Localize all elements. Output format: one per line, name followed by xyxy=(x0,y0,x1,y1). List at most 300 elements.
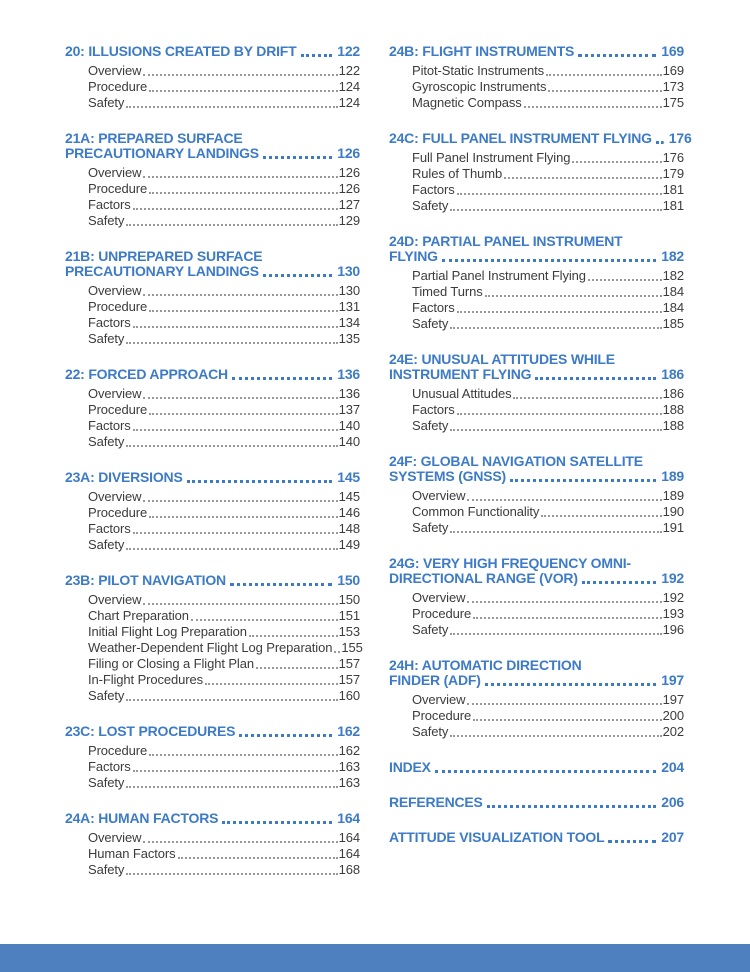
dotted-leader xyxy=(467,703,661,705)
section-title-line xyxy=(389,571,684,586)
toc-item-label: Factors xyxy=(88,418,131,433)
toc-item-page-number: 136 xyxy=(338,386,360,401)
toc-section xyxy=(65,249,360,347)
dotted-leader xyxy=(205,683,338,685)
dotted-leader xyxy=(126,224,337,226)
toc-item[interactable] xyxy=(412,692,684,708)
dotted-leader xyxy=(133,429,338,431)
section-items xyxy=(65,489,360,553)
toc-section xyxy=(389,556,684,638)
section-title-line xyxy=(389,673,684,688)
dotted-leader xyxy=(143,500,337,502)
dotted-leader xyxy=(588,279,662,281)
toc-item[interactable] xyxy=(88,213,360,229)
toc-item[interactable] xyxy=(412,622,684,638)
toc-item-page-number: 155 xyxy=(341,640,363,655)
toc-section xyxy=(389,830,684,845)
toc-section-heading[interactable] xyxy=(389,352,684,382)
section-title-text: FLYING xyxy=(389,248,438,264)
toc-item-label: Safety xyxy=(88,434,125,449)
dotted-leader xyxy=(442,259,656,262)
toc-item-label: Partial Panel Instrument Flying xyxy=(412,268,586,283)
toc-item[interactable] xyxy=(412,316,684,332)
toc-section-heading[interactable] xyxy=(389,830,684,845)
toc-item-page-number: 131 xyxy=(338,299,360,314)
toc-item-page-number: 146 xyxy=(338,505,360,520)
toc-section-heading[interactable] xyxy=(65,724,360,739)
toc-section-heading[interactable] xyxy=(389,130,692,146)
toc-item-page-number: 186 xyxy=(662,386,684,401)
section-items xyxy=(65,830,360,878)
toc-item[interactable] xyxy=(88,608,360,624)
toc-item[interactable] xyxy=(88,830,360,846)
toc-item[interactable] xyxy=(412,488,684,504)
section-page-number: 169 xyxy=(661,43,684,59)
toc-item-label: Factors xyxy=(88,759,131,774)
toc-item-label: Safety xyxy=(412,622,449,637)
toc-section-heading[interactable] xyxy=(65,470,360,485)
toc-item[interactable] xyxy=(88,846,360,862)
toc-item-label: Timed Turns xyxy=(412,284,483,299)
section-items xyxy=(389,386,684,434)
toc-item[interactable] xyxy=(88,862,360,878)
toc-item[interactable] xyxy=(412,95,684,111)
toc-item-label: Procedure xyxy=(88,743,148,758)
toc-item[interactable] xyxy=(412,606,684,622)
toc-item[interactable] xyxy=(88,283,360,299)
toc-item-label: Safety xyxy=(412,198,449,213)
toc-item-page-number: 176 xyxy=(662,150,684,165)
toc-item-page-number: 193 xyxy=(662,606,684,621)
toc-item[interactable] xyxy=(88,181,360,197)
section-title-text: 24G: VERY HIGH FREQUENCY OMNI- xyxy=(389,555,631,571)
toc-section-heading[interactable] xyxy=(389,556,684,586)
dotted-leader xyxy=(450,735,661,737)
dotted-leader xyxy=(149,413,338,415)
toc-item-label: Rules of Thumb xyxy=(412,166,503,181)
toc-section-heading[interactable] xyxy=(389,760,684,775)
toc-item-page-number: 134 xyxy=(338,315,360,330)
toc-item[interactable] xyxy=(412,418,684,434)
dotted-leader xyxy=(126,548,337,550)
toc-item-label: Safety xyxy=(412,418,449,433)
dotted-leader xyxy=(450,327,661,329)
section-title-line xyxy=(389,249,684,264)
toc-item[interactable] xyxy=(88,688,360,704)
toc-item-page-number: 163 xyxy=(338,759,360,774)
section-title-text: 23B: PILOT NAVIGATION xyxy=(65,572,226,588)
dotted-leader xyxy=(187,480,333,483)
section-title-line xyxy=(65,470,360,485)
section-title-line xyxy=(389,760,684,775)
dotted-leader xyxy=(450,209,661,211)
toc-item[interactable] xyxy=(412,79,684,95)
section-title-line xyxy=(65,146,360,161)
toc-item-page-number: 151 xyxy=(338,608,360,623)
section-title-text: 24A: HUMAN FACTORS xyxy=(65,810,219,826)
toc-item-label: Factors xyxy=(412,300,455,315)
section-title-line xyxy=(389,454,684,469)
dotted-leader xyxy=(133,208,338,210)
toc-item[interactable] xyxy=(412,166,684,182)
section-items xyxy=(389,692,684,740)
toc-item[interactable] xyxy=(412,708,684,724)
dotted-leader xyxy=(143,841,337,843)
toc-item[interactable] xyxy=(88,521,360,537)
toc-item-label: Safety xyxy=(88,775,125,790)
section-title-text: PRECAUTIONARY LANDINGS xyxy=(65,263,259,279)
toc-section xyxy=(389,760,684,775)
toc-item-page-number: 163 xyxy=(338,775,360,790)
dotted-leader xyxy=(578,54,656,57)
toc-item[interactable] xyxy=(412,504,684,520)
toc-item-label: Chart Preparation xyxy=(88,608,189,623)
toc-item[interactable] xyxy=(88,775,360,791)
dotted-leader xyxy=(149,90,338,92)
toc-item-label: Overview xyxy=(88,592,142,607)
section-page-number: 126 xyxy=(337,145,360,161)
section-page-number: 186 xyxy=(661,366,684,382)
toc-item-label: Overview xyxy=(88,283,142,298)
toc-section xyxy=(65,367,360,450)
section-page-number: 176 xyxy=(668,130,692,146)
dotted-leader xyxy=(485,295,662,297)
dotted-leader xyxy=(546,74,662,76)
section-page-number: 207 xyxy=(661,829,684,845)
section-title-line xyxy=(389,234,684,249)
toc-section xyxy=(389,795,684,810)
section-title-text: 24H: AUTOMATIC DIRECTION xyxy=(389,657,582,673)
toc-item-page-number: 181 xyxy=(662,198,684,213)
toc-section-heading[interactable] xyxy=(65,131,360,161)
toc-item-label: Overview xyxy=(412,692,466,707)
toc-item[interactable] xyxy=(88,197,360,213)
toc-item-label: Overview xyxy=(88,830,142,845)
toc-item-page-number: 130 xyxy=(338,283,360,298)
toc-section xyxy=(65,131,360,229)
dotted-leader xyxy=(535,377,656,380)
section-title-text: 24C: FULL PANEL INSTRUMENT FLYING xyxy=(389,130,652,146)
toc-item[interactable] xyxy=(88,165,360,181)
dotted-leader xyxy=(541,515,661,517)
section-items xyxy=(65,63,360,111)
dotted-leader xyxy=(126,786,337,788)
toc-section-heading[interactable] xyxy=(389,658,684,688)
toc-item-page-number: 164 xyxy=(338,830,360,845)
toc-item-page-number: 126 xyxy=(338,181,360,196)
toc-item-page-number: 149 xyxy=(338,537,360,552)
dotted-leader xyxy=(133,770,338,772)
toc-section xyxy=(389,234,684,332)
toc-section xyxy=(65,470,360,553)
toc-item-page-number: 129 xyxy=(338,213,360,228)
dotted-leader xyxy=(435,770,656,773)
section-page-number: 192 xyxy=(661,570,684,586)
dotted-leader xyxy=(473,719,662,721)
toc-section xyxy=(65,44,360,111)
toc-item[interactable] xyxy=(88,331,360,347)
section-title-text: 24B: FLIGHT INSTRUMENTS xyxy=(389,43,575,59)
section-page-number: 122 xyxy=(337,43,360,59)
toc-item-page-number: 127 xyxy=(338,197,360,212)
toc-item[interactable] xyxy=(88,95,360,111)
dotted-leader xyxy=(143,397,337,399)
dotted-leader xyxy=(133,326,338,328)
toc-item-page-number: 197 xyxy=(662,692,684,707)
toc-item[interactable] xyxy=(88,640,363,656)
toc-section xyxy=(389,352,684,434)
toc-section-heading[interactable] xyxy=(389,234,684,264)
toc-item-label: Safety xyxy=(88,331,125,346)
toc-item-page-number: 184 xyxy=(662,284,684,299)
section-title-text: 20: ILLUSIONS CREATED BY DRIFT xyxy=(65,43,297,59)
toc-item-label: Human Factors xyxy=(88,846,176,861)
toc-section xyxy=(389,130,692,214)
toc-item[interactable] xyxy=(412,724,684,740)
toc-item-page-number: 168 xyxy=(338,862,360,877)
dotted-leader xyxy=(133,532,338,534)
section-title-line xyxy=(389,469,684,484)
toc-item[interactable] xyxy=(412,520,684,536)
toc-item-label: Procedure xyxy=(88,299,148,314)
dotted-leader xyxy=(510,479,656,482)
toc-item-page-number: 202 xyxy=(662,724,684,739)
dotted-leader xyxy=(457,413,662,415)
toc-item-page-number: 122 xyxy=(338,63,360,78)
toc-item[interactable] xyxy=(88,402,360,418)
toc-item-label: Factors xyxy=(88,521,131,536)
toc-item[interactable] xyxy=(412,590,684,606)
dotted-leader xyxy=(513,397,661,399)
dotted-leader xyxy=(301,54,333,57)
toc-item[interactable] xyxy=(88,505,360,521)
dotted-leader xyxy=(334,651,340,653)
toc-column-right xyxy=(389,43,692,898)
dotted-leader xyxy=(126,106,337,108)
toc-item[interactable] xyxy=(88,386,360,402)
section-title-text: 21A: PREPARED SURFACE xyxy=(65,130,243,146)
toc-item-label: Safety xyxy=(412,724,449,739)
dotted-leader xyxy=(504,177,661,179)
toc-item-page-number: 148 xyxy=(338,521,360,536)
toc-item[interactable] xyxy=(88,624,360,640)
toc-item-label: Safety xyxy=(412,316,449,331)
toc-item[interactable] xyxy=(412,198,684,214)
dotted-leader xyxy=(656,141,664,144)
toc-item[interactable] xyxy=(412,300,684,316)
section-page-number: 204 xyxy=(661,759,684,775)
section-title-line xyxy=(65,44,360,59)
toc-section-heading[interactable] xyxy=(65,44,360,59)
toc-item-page-number: 137 xyxy=(338,402,360,417)
toc-item-page-number: 188 xyxy=(662,402,684,417)
section-title-line xyxy=(389,352,684,367)
toc-item-label: Procedure xyxy=(88,79,148,94)
toc-item[interactable] xyxy=(412,63,684,79)
dotted-leader xyxy=(239,734,332,737)
section-title-line xyxy=(65,249,360,264)
toc-section-heading[interactable] xyxy=(65,367,360,382)
toc-item-page-number: 190 xyxy=(662,504,684,519)
dotted-leader xyxy=(467,499,661,501)
toc-item[interactable] xyxy=(88,434,360,450)
section-title-text: FINDER (ADF) xyxy=(389,672,481,688)
toc-item-page-number: 164 xyxy=(338,846,360,861)
toc-item[interactable] xyxy=(412,386,684,402)
section-page-number: 150 xyxy=(337,572,360,588)
section-title-line xyxy=(389,130,692,146)
section-title-line xyxy=(65,724,360,739)
toc-section-heading[interactable] xyxy=(65,249,360,279)
toc-item[interactable] xyxy=(412,268,684,284)
dotted-leader xyxy=(126,342,337,344)
toc-item[interactable] xyxy=(88,672,360,688)
toc-item[interactable] xyxy=(88,537,360,553)
dotted-leader xyxy=(126,699,337,701)
toc-item-label: Procedure xyxy=(88,181,148,196)
toc-item-page-number: 200 xyxy=(662,708,684,723)
toc-section-heading[interactable] xyxy=(65,573,360,588)
toc-item-label: In-Flight Procedures xyxy=(88,672,204,687)
toc-item-page-number: 157 xyxy=(338,656,360,671)
section-items xyxy=(65,743,360,791)
toc-item-page-number: 196 xyxy=(662,622,684,637)
toc-item[interactable] xyxy=(412,150,684,166)
toc-item-label: Overview xyxy=(88,489,142,504)
dotted-leader xyxy=(450,633,661,635)
section-items xyxy=(389,150,684,214)
dotted-leader xyxy=(149,754,338,756)
section-title-line xyxy=(389,44,684,59)
section-items xyxy=(65,592,363,704)
dotted-leader xyxy=(457,311,662,313)
section-page-number: 197 xyxy=(661,672,684,688)
toc-item[interactable] xyxy=(412,284,684,300)
toc-item[interactable] xyxy=(88,79,360,95)
dotted-leader xyxy=(548,90,661,92)
section-title-text: PRECAUTIONARY LANDINGS xyxy=(65,145,259,161)
toc-item-label: Procedure xyxy=(412,708,472,723)
toc-item-page-number: 175 xyxy=(662,95,684,110)
toc-section xyxy=(389,454,684,536)
toc-item-page-number: 185 xyxy=(662,316,684,331)
toc-item-page-number: 145 xyxy=(338,489,360,504)
section-page-number: 206 xyxy=(661,794,684,810)
dotted-leader xyxy=(582,581,656,584)
dotted-leader xyxy=(232,377,332,380)
toc-item-page-number: 169 xyxy=(662,63,684,78)
toc-section-heading[interactable] xyxy=(65,811,360,826)
dotted-leader xyxy=(143,176,337,178)
section-title-line xyxy=(389,795,684,810)
dotted-leader xyxy=(457,193,662,195)
section-title-line xyxy=(389,556,684,571)
section-title-line xyxy=(65,367,360,382)
dotted-leader xyxy=(524,106,662,108)
toc-item-page-number: 188 xyxy=(662,418,684,433)
toc-content xyxy=(65,43,692,898)
section-title-line xyxy=(389,367,684,382)
toc-item[interactable] xyxy=(88,299,360,315)
toc-section-heading[interactable] xyxy=(389,454,684,484)
toc-item[interactable] xyxy=(88,656,360,672)
toc-item-page-number: 140 xyxy=(338,434,360,449)
toc-item[interactable] xyxy=(88,418,360,434)
toc-item-page-number: 150 xyxy=(338,592,360,607)
toc-item-label: Gyroscopic Instruments xyxy=(412,79,547,94)
dotted-leader xyxy=(608,840,656,843)
toc-item[interactable] xyxy=(88,489,360,505)
toc-item-page-number: 140 xyxy=(338,418,360,433)
section-items xyxy=(65,386,360,450)
section-page-number: 182 xyxy=(661,248,684,264)
toc-item-label: Filing or Closing a Flight Plan xyxy=(88,656,254,671)
toc-section-heading[interactable] xyxy=(389,795,684,810)
toc-item-label: Safety xyxy=(88,537,125,552)
section-title-text: SYSTEMS (GNSS) xyxy=(389,468,506,484)
toc-item[interactable] xyxy=(88,743,360,759)
dotted-leader xyxy=(222,821,332,824)
toc-item-label: Pitot-Static Instruments xyxy=(412,63,544,78)
section-page-number: 189 xyxy=(661,468,684,484)
toc-item[interactable] xyxy=(88,592,360,608)
toc-item[interactable] xyxy=(412,182,684,198)
toc-section xyxy=(389,44,684,111)
dotted-leader xyxy=(256,667,338,669)
dotted-leader xyxy=(450,531,661,533)
toc-section xyxy=(389,658,684,740)
toc-item[interactable] xyxy=(88,63,360,79)
toc-section xyxy=(65,724,360,791)
dotted-leader xyxy=(149,192,338,194)
dotted-leader xyxy=(126,873,337,875)
toc-item-page-number: 173 xyxy=(662,79,684,94)
toc-item-page-number: 135 xyxy=(338,331,360,346)
bottom-accent-bar xyxy=(0,944,750,972)
toc-item-label: Common Functionality xyxy=(412,504,540,519)
toc-section-heading[interactable] xyxy=(389,44,684,59)
toc-item-label: Unusual Attitudes xyxy=(412,386,512,401)
section-title-text: REFERENCES xyxy=(389,794,483,810)
dotted-leader xyxy=(485,683,657,686)
section-items xyxy=(389,590,684,638)
toc-item[interactable] xyxy=(412,402,684,418)
toc-item-page-number: 182 xyxy=(662,268,684,283)
section-items xyxy=(389,488,684,536)
toc-item-label: Overview xyxy=(88,63,142,78)
dotted-leader xyxy=(149,310,338,312)
section-title-line xyxy=(65,573,360,588)
toc-item-label: Factors xyxy=(88,315,131,330)
toc-item-page-number: 162 xyxy=(338,743,360,758)
dotted-leader xyxy=(467,601,661,603)
toc-item-label: Initial Flight Log Preparation xyxy=(88,624,247,639)
section-page-number: 162 xyxy=(337,723,360,739)
toc-item-page-number: 124 xyxy=(338,79,360,94)
section-title-text: 22: FORCED APPROACH xyxy=(65,366,228,382)
toc-section xyxy=(65,811,360,878)
toc-item[interactable] xyxy=(88,759,360,775)
toc-item-label: Factors xyxy=(412,402,455,417)
toc-item-label: Overview xyxy=(412,488,466,503)
section-title-line xyxy=(389,830,684,845)
toc-item[interactable] xyxy=(88,315,360,331)
toc-item-label: Weather-Dependent Flight Log Preparation xyxy=(88,640,333,655)
toc-item-label: Safety xyxy=(88,213,125,228)
section-title-line xyxy=(65,131,360,146)
toc-item-label: Overview xyxy=(88,386,142,401)
dotted-leader xyxy=(191,619,338,621)
